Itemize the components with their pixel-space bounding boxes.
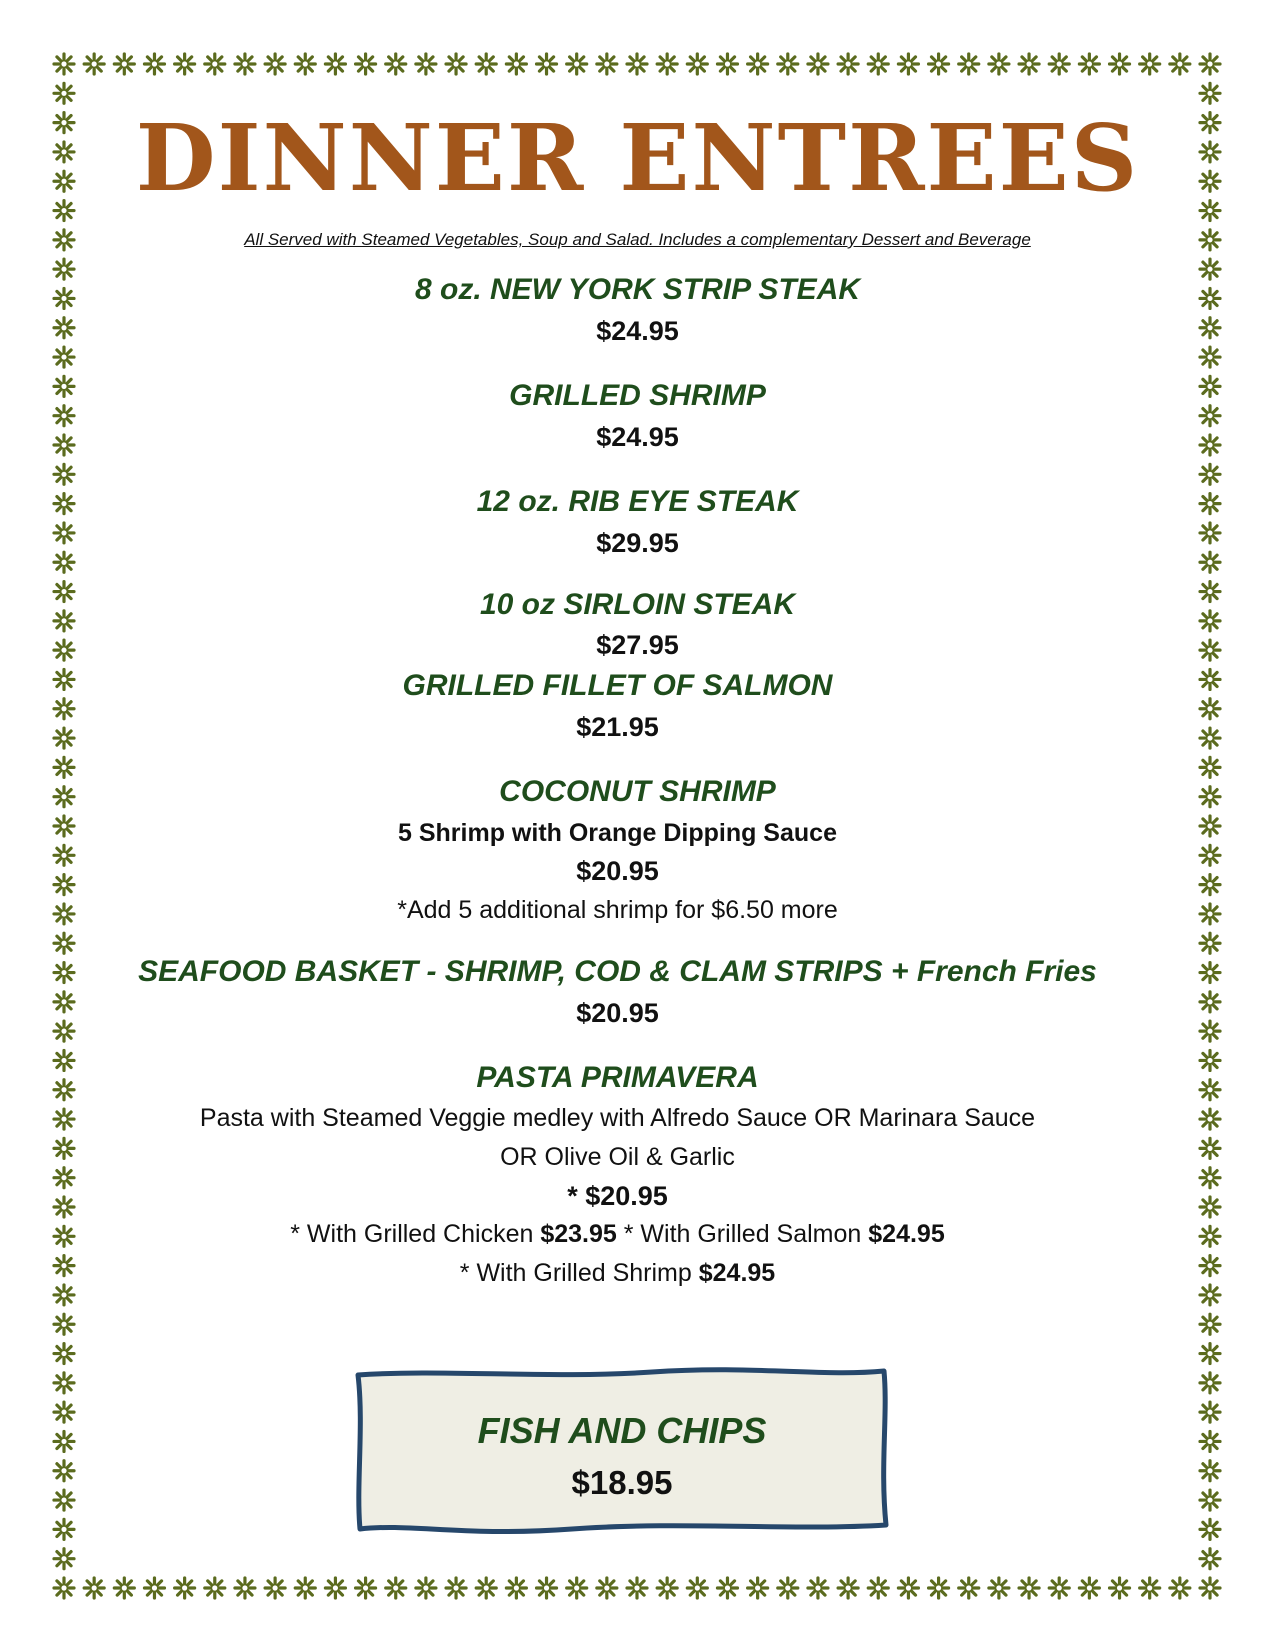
asterisk-flower-icon xyxy=(205,1578,225,1598)
asterisk-flower-icon xyxy=(1200,142,1220,162)
asterisk-flower-icon xyxy=(1200,1344,1220,1364)
asterisk-flower-icon xyxy=(54,582,74,602)
asterisk-flower-icon xyxy=(295,54,315,74)
item-description: 5 Shrimp with Orange Dipping Sauce xyxy=(398,819,837,847)
asterisk-flower-icon xyxy=(446,1578,466,1598)
item-name: GRILLED FILLET OF SALMON xyxy=(402,669,833,702)
asterisk-flower-icon xyxy=(597,1578,617,1598)
asterisk-flower-icon xyxy=(1200,1490,1220,1510)
asterisk-flower-icon xyxy=(54,1197,74,1217)
asterisk-flower-icon xyxy=(54,230,74,250)
item-name: PASTA PRIMAVERA xyxy=(476,1061,759,1094)
asterisk-flower-icon xyxy=(54,494,74,514)
asterisk-flower-icon xyxy=(235,54,255,74)
item-price: $21.95 xyxy=(576,712,659,742)
asterisk-flower-icon xyxy=(54,1314,74,1334)
asterisk-flower-icon xyxy=(1200,376,1220,396)
asterisk-flower-icon xyxy=(1200,464,1220,484)
asterisk-flower-icon xyxy=(1200,83,1220,103)
asterisk-flower-icon xyxy=(54,1226,74,1246)
asterisk-flower-icon xyxy=(54,201,74,221)
asterisk-flower-icon xyxy=(537,54,557,74)
asterisk-flower-icon xyxy=(778,1578,798,1598)
asterisk-flower-icon xyxy=(1200,171,1220,191)
asterisk-flower-icon xyxy=(567,1578,587,1598)
featured-item-price: $18.95 xyxy=(571,1464,673,1501)
asterisk-flower-icon xyxy=(1019,1578,1039,1598)
asterisk-flower-icon xyxy=(1200,494,1220,514)
asterisk-flower-icon xyxy=(54,376,74,396)
item-price: $29.95 xyxy=(596,528,679,558)
asterisk-flower-icon xyxy=(627,54,647,74)
asterisk-flower-icon xyxy=(1200,288,1220,308)
asterisk-flower-icon xyxy=(1200,1256,1220,1276)
item-name: 12 oz. RIB EYE STEAK xyxy=(476,485,799,518)
asterisk-flower-icon xyxy=(1200,757,1220,777)
asterisk-flower-icon xyxy=(54,288,74,308)
page-title: DINNER ENTREES xyxy=(135,104,1140,212)
asterisk-flower-icon xyxy=(54,318,74,338)
asterisk-flower-icon xyxy=(386,54,406,74)
asterisk-flower-icon xyxy=(265,54,285,74)
option-price: $24.95 xyxy=(698,1259,776,1287)
asterisk-flower-icon xyxy=(1170,1578,1190,1598)
page-subtitle: All Served with Steamed Vegetables, Soup and Salad. Includes a complementary Dessert and Beverage xyxy=(244,230,1031,249)
asterisk-flower-icon xyxy=(54,259,74,279)
asterisk-flower-icon xyxy=(1200,230,1220,250)
asterisk-flower-icon xyxy=(476,54,496,74)
asterisk-flower-icon xyxy=(265,1578,285,1598)
asterisk-flower-icon xyxy=(54,1490,74,1510)
asterisk-flower-icon xyxy=(1019,54,1039,74)
option-label: * With Grilled Salmon xyxy=(616,1220,869,1248)
asterisk-flower-icon xyxy=(1200,1109,1220,1129)
asterisk-flower-icon xyxy=(1200,113,1220,133)
asterisk-flower-icon xyxy=(959,54,979,74)
asterisk-flower-icon xyxy=(144,54,164,74)
asterisk-flower-icon xyxy=(1200,845,1220,865)
asterisk-flower-icon xyxy=(597,54,617,74)
asterisk-flower-icon xyxy=(54,552,74,572)
asterisk-flower-icon xyxy=(54,1373,74,1393)
asterisk-flower-icon xyxy=(416,1578,436,1598)
asterisk-flower-icon xyxy=(54,406,74,426)
asterisk-flower-icon xyxy=(808,1578,828,1598)
asterisk-flower-icon xyxy=(1200,933,1220,953)
asterisk-flower-icon xyxy=(54,1519,74,1539)
asterisk-flower-icon xyxy=(627,1578,647,1598)
item-description: OR Olive Oil & Garlic xyxy=(500,1143,735,1171)
asterisk-flower-icon xyxy=(1200,1197,1220,1217)
asterisk-flower-icon xyxy=(1200,259,1220,279)
asterisk-flower-icon xyxy=(54,171,74,191)
asterisk-flower-icon xyxy=(54,1402,74,1422)
asterisk-flower-icon xyxy=(1200,1138,1220,1158)
asterisk-flower-icon xyxy=(54,757,74,777)
asterisk-flower-icon xyxy=(54,142,74,162)
item-price: $20.95 xyxy=(576,998,659,1028)
asterisk-flower-icon xyxy=(687,54,707,74)
asterisk-flower-icon xyxy=(114,1578,134,1598)
asterisk-flower-icon xyxy=(54,1050,74,1070)
asterisk-flower-icon xyxy=(446,54,466,74)
asterisk-flower-icon xyxy=(657,54,677,74)
asterisk-flower-icon xyxy=(1200,1402,1220,1422)
asterisk-flower-icon xyxy=(175,54,195,74)
asterisk-flower-icon xyxy=(54,728,74,748)
asterisk-flower-icon xyxy=(356,54,376,74)
asterisk-flower-icon xyxy=(1200,611,1220,631)
asterisk-flower-icon xyxy=(868,1578,888,1598)
asterisk-flower-icon xyxy=(1079,54,1099,74)
asterisk-flower-icon xyxy=(84,1578,104,1598)
asterisk-flower-icon xyxy=(748,54,768,74)
asterisk-flower-icon xyxy=(54,699,74,719)
option-label: * With Grilled Shrimp xyxy=(459,1259,699,1287)
asterisk-flower-icon xyxy=(1200,1549,1220,1569)
asterisk-flower-icon xyxy=(54,1080,74,1100)
asterisk-flower-icon xyxy=(54,640,74,660)
item-name-suffix: French Fries xyxy=(916,955,1097,988)
asterisk-flower-icon xyxy=(1200,435,1220,455)
asterisk-flower-icon xyxy=(476,1578,496,1598)
asterisk-flower-icon xyxy=(235,1578,255,1598)
asterisk-flower-icon xyxy=(1140,1578,1160,1598)
asterisk-flower-icon xyxy=(1200,875,1220,895)
option-label: * With Grilled Chicken xyxy=(290,1220,541,1248)
asterisk-flower-icon xyxy=(959,1578,979,1598)
asterisk-flower-icon xyxy=(687,1578,707,1598)
asterisk-flower-icon xyxy=(1200,582,1220,602)
asterisk-flower-icon xyxy=(54,1344,74,1364)
asterisk-flower-icon xyxy=(1200,1285,1220,1305)
asterisk-flower-icon xyxy=(1200,728,1220,748)
asterisk-flower-icon xyxy=(54,1578,74,1598)
asterisk-flower-icon xyxy=(506,1578,526,1598)
asterisk-flower-icon xyxy=(929,54,949,74)
item-price: * $20.95 xyxy=(567,1181,668,1211)
asterisk-flower-icon xyxy=(1049,1578,1069,1598)
asterisk-flower-icon xyxy=(416,54,436,74)
asterisk-flower-icon xyxy=(1200,699,1220,719)
asterisk-flower-icon xyxy=(54,464,74,484)
asterisk-flower-icon xyxy=(1200,347,1220,367)
item-price: $27.95 xyxy=(596,630,679,660)
asterisk-flower-icon xyxy=(54,845,74,865)
item-note: *Add 5 additional shrimp for $6.50 more xyxy=(397,896,838,924)
asterisk-flower-icon xyxy=(54,875,74,895)
asterisk-flower-icon xyxy=(54,1431,74,1451)
item-options xyxy=(90,1257,1145,1289)
item-price: $24.95 xyxy=(596,316,679,346)
item-name xyxy=(90,954,1145,990)
asterisk-flower-icon xyxy=(1200,640,1220,660)
asterisk-flower-icon xyxy=(175,1578,195,1598)
item-name: COCONUT SHRIMP xyxy=(499,775,776,808)
asterisk-flower-icon xyxy=(54,816,74,836)
asterisk-flower-icon xyxy=(929,1578,949,1598)
item-name: 8 oz. NEW YORK STRIP STEAK xyxy=(414,273,861,306)
asterisk-flower-icon xyxy=(54,1138,74,1158)
asterisk-flower-icon xyxy=(1200,406,1220,426)
item-options xyxy=(90,1218,1145,1250)
asterisk-flower-icon xyxy=(1200,1314,1220,1334)
asterisk-flower-icon xyxy=(1200,1461,1220,1481)
asterisk-flower-icon xyxy=(1200,1431,1220,1451)
asterisk-flower-icon xyxy=(54,992,74,1012)
asterisk-flower-icon xyxy=(868,54,888,74)
asterisk-flower-icon xyxy=(1200,523,1220,543)
asterisk-flower-icon xyxy=(989,54,1009,74)
asterisk-flower-icon xyxy=(84,54,104,74)
asterisk-flower-icon xyxy=(989,1578,1009,1598)
asterisk-flower-icon xyxy=(1200,816,1220,836)
asterisk-flower-icon xyxy=(838,1578,858,1598)
asterisk-flower-icon xyxy=(808,54,828,74)
asterisk-flower-icon xyxy=(54,1256,74,1276)
asterisk-flower-icon xyxy=(54,347,74,367)
asterisk-flower-icon xyxy=(1110,54,1130,74)
asterisk-flower-icon xyxy=(657,1578,677,1598)
asterisk-flower-icon xyxy=(325,1578,345,1598)
asterisk-flower-icon xyxy=(838,54,858,74)
asterisk-flower-icon xyxy=(1200,992,1220,1012)
asterisk-flower-icon xyxy=(567,54,587,74)
asterisk-flower-icon xyxy=(1200,963,1220,983)
item-name-main: SEAFOOD BASKET - SHRIMP, COD & CLAM STRIPS + xyxy=(138,955,917,988)
asterisk-flower-icon xyxy=(54,933,74,953)
asterisk-flower-icon xyxy=(1110,1578,1130,1598)
asterisk-flower-icon xyxy=(1079,1578,1099,1598)
item-price: $24.95 xyxy=(596,422,679,452)
asterisk-flower-icon xyxy=(54,54,74,74)
asterisk-flower-icon xyxy=(54,435,74,455)
asterisk-flower-icon xyxy=(54,787,74,807)
asterisk-flower-icon xyxy=(295,1578,315,1598)
option-price: $24.95 xyxy=(868,1220,945,1248)
asterisk-flower-icon xyxy=(1200,1519,1220,1539)
asterisk-flower-icon xyxy=(1140,54,1160,74)
asterisk-flower-icon xyxy=(205,54,225,74)
asterisk-flower-icon xyxy=(1200,552,1220,572)
asterisk-flower-icon xyxy=(54,1109,74,1129)
asterisk-flower-icon xyxy=(1170,54,1190,74)
asterisk-flower-icon xyxy=(1200,1168,1220,1188)
asterisk-flower-icon xyxy=(54,1021,74,1041)
asterisk-flower-icon xyxy=(54,1549,74,1569)
asterisk-flower-icon xyxy=(54,83,74,103)
asterisk-flower-icon xyxy=(1200,1021,1220,1041)
asterisk-flower-icon xyxy=(144,1578,164,1598)
asterisk-flower-icon xyxy=(1200,787,1220,807)
item-description: Pasta with Steamed Veggie medley with Alfredo Sauce OR Marinara Sauce xyxy=(199,1104,1036,1132)
item-name: 10 oz SIRLOIN STEAK xyxy=(479,588,796,621)
asterisk-flower-icon xyxy=(1200,201,1220,221)
featured-item-name: FISH AND CHIPS xyxy=(477,1410,767,1451)
asterisk-flower-icon xyxy=(325,54,345,74)
asterisk-flower-icon xyxy=(1200,1080,1220,1100)
item-price: $20.95 xyxy=(576,856,659,886)
asterisk-flower-icon xyxy=(386,1578,406,1598)
asterisk-flower-icon xyxy=(54,904,74,924)
asterisk-flower-icon xyxy=(54,1168,74,1188)
asterisk-flower-icon xyxy=(54,963,74,983)
asterisk-flower-icon xyxy=(1200,904,1220,924)
asterisk-flower-icon xyxy=(1200,1226,1220,1246)
asterisk-flower-icon xyxy=(356,1578,376,1598)
asterisk-flower-icon xyxy=(748,1578,768,1598)
asterisk-flower-icon xyxy=(898,1578,918,1598)
asterisk-flower-icon xyxy=(1200,1578,1220,1598)
asterisk-flower-icon xyxy=(1200,1050,1220,1070)
asterisk-flower-icon xyxy=(717,1578,737,1598)
asterisk-flower-icon xyxy=(1200,1373,1220,1393)
option-price: $23.95 xyxy=(540,1220,617,1248)
asterisk-flower-icon xyxy=(54,1285,74,1305)
asterisk-flower-icon xyxy=(54,611,74,631)
asterisk-flower-icon xyxy=(717,54,737,74)
asterisk-flower-icon xyxy=(54,1461,74,1481)
asterisk-flower-icon xyxy=(54,669,74,689)
asterisk-flower-icon xyxy=(537,1578,557,1598)
asterisk-flower-icon xyxy=(54,523,74,543)
asterisk-flower-icon xyxy=(1200,318,1220,338)
asterisk-flower-icon xyxy=(506,54,526,74)
asterisk-flower-icon xyxy=(54,113,74,133)
asterisk-flower-icon xyxy=(778,54,798,74)
asterisk-flower-icon xyxy=(114,54,134,74)
item-name: GRILLED SHRIMP xyxy=(509,379,766,412)
asterisk-flower-icon xyxy=(898,54,918,74)
asterisk-flower-icon xyxy=(1200,54,1220,74)
asterisk-flower-icon xyxy=(1200,669,1220,689)
asterisk-flower-icon xyxy=(1049,54,1069,74)
